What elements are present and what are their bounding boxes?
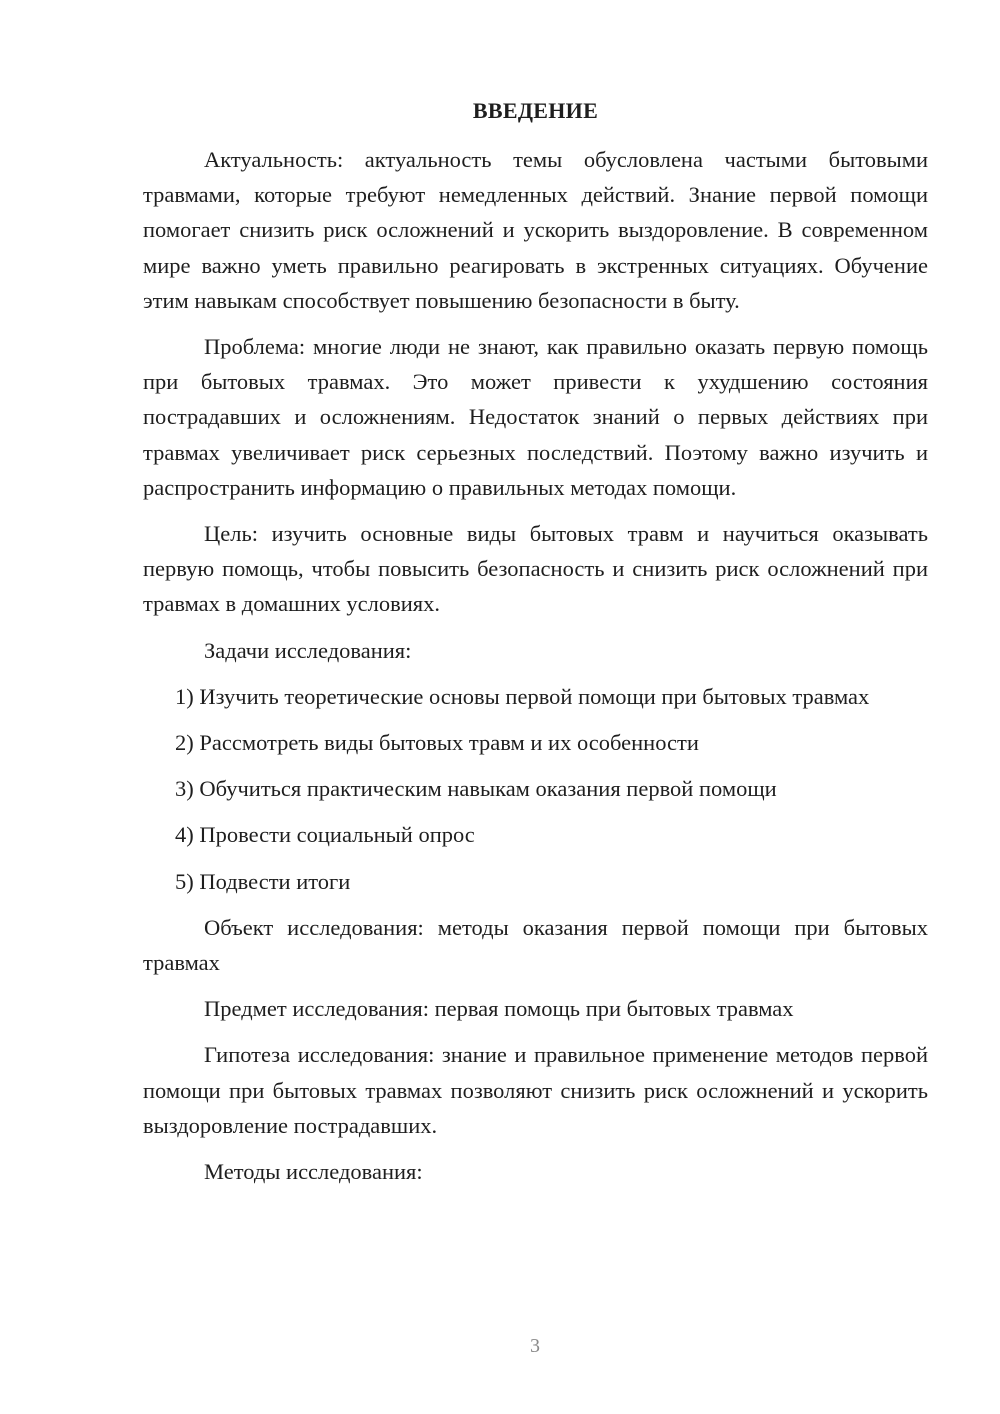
page-number: 3 <box>530 1335 540 1357</box>
hypothesis-paragraph: Гипотеза исследования: знание и правильное применение методов первой помощи при бытовых травмах позволяют снизить риск осложнений и ускорить выздоровление пострадавших. <box>143 1042 928 1138</box>
goal-paragraph: Цель: изучить основные виды бытовых травм и научиться оказывать первую помощь, чтобы повысить безопасность и снизить риск осложнений при травмах в домашних условиях. <box>143 521 928 617</box>
methods-heading: Методы исследования: <box>204 1159 423 1185</box>
relevance-paragraph: Актуальность: актуальность темы обусловлена частыми бытовыми травмами, которые требуют немедленных действий. Знание первой помощи помогает снизить риск осложнений и ускорить выздоровление. В современном мире важно уметь правильно реагировать в экстренных ситуациях. Обучение этим навыкам способствует повышению безопасности в быту. <box>143 147 928 313</box>
subject-paragraph: Предмет исследования: первая помощь при бытовых травмах <box>204 996 794 1022</box>
page-title: ВВЕДЕНИЕ <box>472 98 599 123</box>
tasks-heading: Задачи исследования: <box>204 637 412 663</box>
task-item: 3) Обучиться практическим навыкам оказания первой помощи <box>175 776 777 802</box>
document-body <box>143 142 928 1200</box>
object-paragraph: Объект исследования: методы оказания первой помощи при бытовых травмах <box>143 914 928 976</box>
task-item: 4) Провести социальный опрос <box>175 822 475 848</box>
task-item: 5) Подвести итоги <box>175 868 351 894</box>
problem-paragraph: Проблема: многие люди не знают, как правильно оказать первую помощь при бытовых травмах. Это может привести к ухудшению состояния пострадавших и осложнениям. Недостаток знаний о первых действиях при травмах увеличивает риск серьезных последствий. Поэтому важно изучить и распространить информацию о правильных методах помощи. <box>143 334 928 500</box>
task-item: 1) Изучить теоретические основы первой помощи при бытовых травмах <box>175 683 870 709</box>
task-item: 2) Рассмотреть виды бытовых травм и их особенности <box>175 730 699 756</box>
